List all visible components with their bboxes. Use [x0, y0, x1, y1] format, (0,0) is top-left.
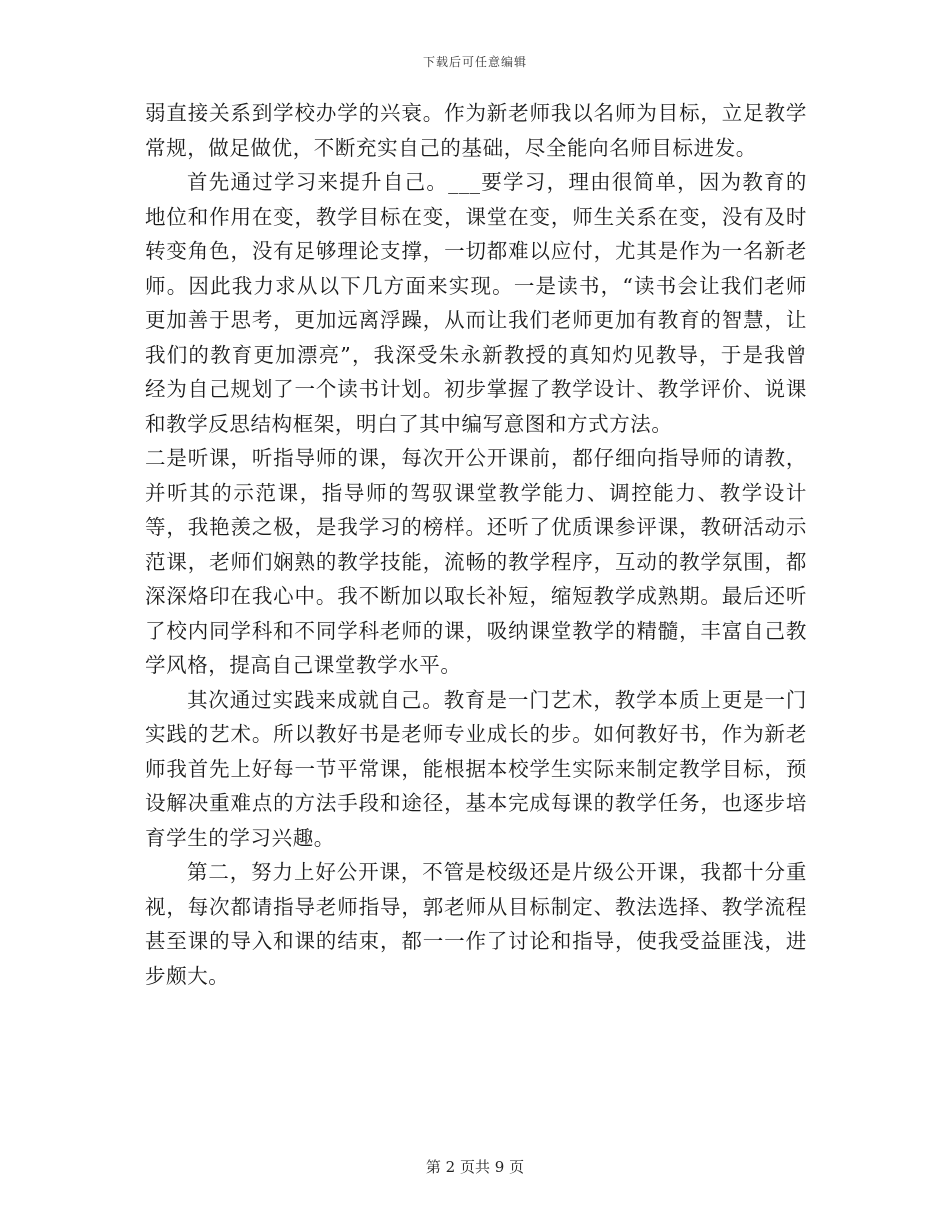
paragraph-listening: 二是听课，听指导师的课，每次开公开课前，都仔细向指导师的请教，并听其的示范课，指导师的驾驭课堂教学能力、调控能力、教学设计等，我艳羡之极，是我学习的榜样。还听了优质课参评课，教研活动示范课，老师们娴熟的教学技能，流畅的教学程序，互动的教学氛围，都深深烙印在我心中。我不断加以取长补短，缩短教学成熟期。最后还听了校内同学科和不同学科老师的课，吸纳课堂教学的精髓，丰富自己教学风格，提高自己课堂教学水平。 [145, 446, 807, 677]
paragraph-practice: 其次通过实践来成就自己。教育是一门艺术，教学本质上更是一门实践的艺术。所以教好书是老师专业成长的步。如何教好书，作为新老师我首先上好每一节平常课，能根据本校学生实际来制定教学目标，预设解决重难点的方法手段和途径，基本完成每课的教学任务，也逐步培育学生的学习兴趣。 [145, 687, 807, 850]
document-body [145, 96, 807, 993]
paragraph-learning: 首先通过学习来提升自己。___要学习，理由很简单，因为教育的地位和作用在变，教学目标在变，课堂在变，师生关系在变，没有及时转变角色，没有足够理论支撑，一切都难以应付，尤其是作为一名新老师。因此我力求从以下几方面来实现。一是读书，“读书会让我们老师更加善于思考，更加远离浮躁，从而让我们老师更加有教育的智慧，让我们的教育更加漂亮”，我深受朱永新教授的真知灼见教导，于是我曾经为自己规划了一个读书计划。初步掌握了教学设计、教学评价、说课和教学反思结构框架，明白了其中编写意图和方式方法。 [145, 170, 807, 436]
page-number-footer: 第 2 页共 9 页 [425, 1158, 525, 1176]
paragraph-public-lessons: 第二，努力上好公开课，不管是校级还是片级公开课，我都十分重视，每次都请指导老师指导，郭老师从目标制定、教法选择、教学流程甚至课的导入和课的结束，都一一作了讨论和指导，使我受益匪浅，进步颇大。 [145, 860, 807, 988]
paragraph-continuation: 弱直接关系到学校办学的兴衰。作为新老师我以名师为目标，立足教学常规，做足做优，不断充实自己的基础，尽全能向名师目标进发。 [145, 101, 807, 160]
page-header: 下载后可任意编辑 [422, 55, 527, 69]
